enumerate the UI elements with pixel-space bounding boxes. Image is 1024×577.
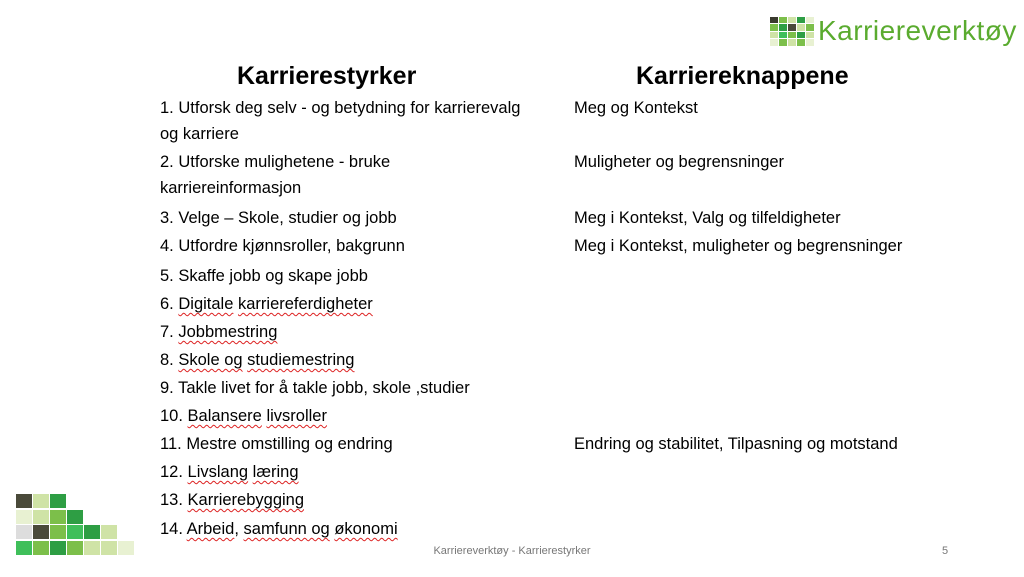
- list-item: 2. Utforske mulighetene - bruke karriereinformasjon: [160, 153, 391, 197]
- list-item: Endring og stabilitet, Tilpasning og motstand: [574, 435, 898, 453]
- list-item: Meg i Kontekst, muligheter og begrensninger: [574, 237, 903, 255]
- list-item: 13. Karrierebygging: [160, 491, 305, 509]
- left-column-heading: Karrierestyrker: [237, 62, 417, 90]
- list-item: 4. Utfordre kjønnsroller, bakgrunn: [160, 237, 405, 255]
- list-item: 8. Skole og studiemestring: [160, 351, 355, 369]
- list-item: 6. Digitale karriereferdigheter: [160, 295, 373, 313]
- list-item: 14. Arbeid, samfunn og økonomi: [160, 520, 398, 538]
- page-number: 5: [942, 545, 949, 557]
- brand-logo: [770, 14, 1017, 48]
- list-item: 11. Mestre omstilling og endring: [160, 435, 393, 453]
- list-item: 12. Livslang læring: [160, 463, 299, 481]
- list-item: 7. Jobbmestring: [160, 323, 278, 341]
- list-item: 1. Utforsk deg selv - og betydning for karrierevalg og karriere: [160, 99, 521, 143]
- right-column-heading: Karriereknappene: [636, 62, 849, 90]
- list-item: 3. Velge – Skole, studier og jobb: [160, 209, 397, 227]
- list-item: 9. Takle livet for å takle jobb, skole ,studier: [160, 379, 470, 397]
- logo-squares-icon: [770, 17, 814, 46]
- brand-name: Karriereverktøy: [818, 15, 1017, 46]
- list-item: Meg i Kontekst, Valg og tilfeldigheter: [574, 209, 841, 227]
- list-item: Meg og Kontekst: [574, 99, 698, 117]
- footer-text: Karriereverktøy - Karrierestyrker: [433, 545, 591, 557]
- list-item: Muligheter og begrensninger: [574, 153, 785, 171]
- list-item: 5. Skaffe jobb og skape jobb: [160, 267, 368, 285]
- list-item: 10. Balansere livsroller: [160, 407, 327, 425]
